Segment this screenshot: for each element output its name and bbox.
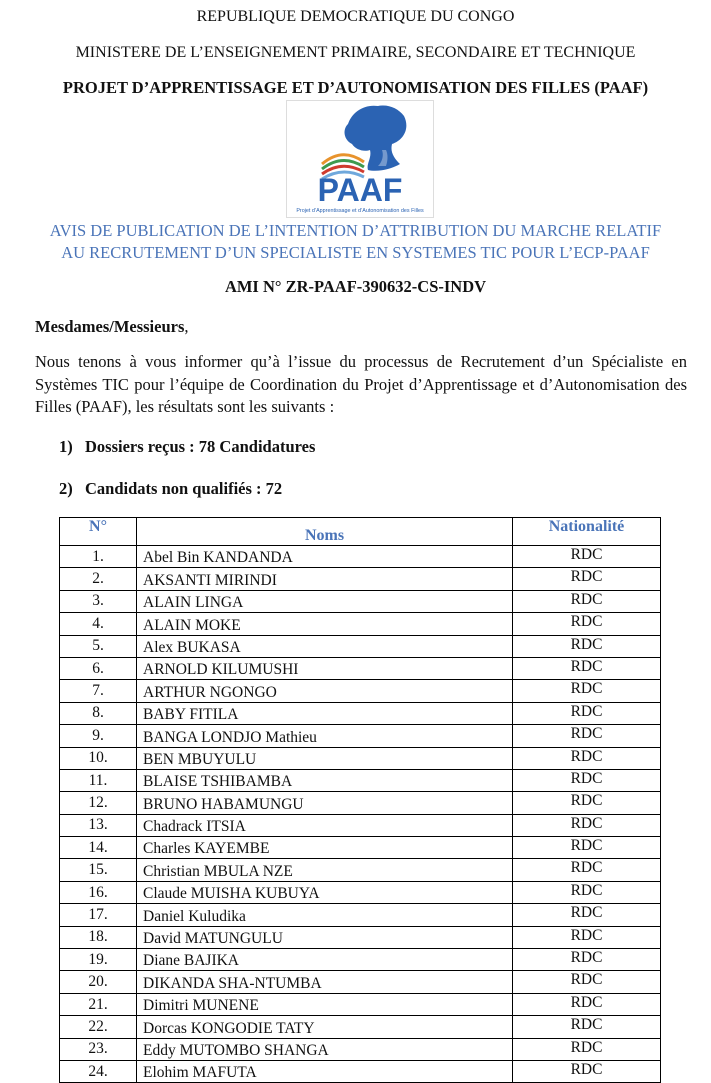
- cell-number: 22.: [60, 1016, 137, 1038]
- header-project: PROJET D’APPRENTISSAGE ET D’AUTONOMISATION DES FILLES (PAAF): [62, 78, 649, 97]
- cell-number: 7.: [60, 680, 137, 702]
- table-row: [60, 635, 661, 657]
- paaf-logo: [286, 100, 434, 218]
- cell-name: Chadrack ITSIA: [137, 814, 513, 836]
- cell-name: BANGA LONDJO Mathieu: [137, 725, 513, 747]
- table-row: [60, 747, 661, 769]
- cell-nationality: RDC: [513, 590, 661, 612]
- notice-title: [0, 220, 711, 264]
- header-republic: REPUBLIQUE DEMOCRATIQUE DU CONGO: [196, 8, 515, 25]
- cell-number: 23.: [60, 1038, 137, 1060]
- cell-name: Dorcas KONGODIE TATY: [137, 1016, 513, 1038]
- cell-number: 9.: [60, 725, 137, 747]
- list-item-number: 1): [59, 437, 73, 456]
- table-row: [60, 859, 661, 881]
- cell-number: 5.: [60, 635, 137, 657]
- cell-name: ARNOLD KILUMUSHI: [137, 657, 513, 679]
- table-row: [60, 926, 661, 948]
- cell-name: Elohim MAFUTA: [137, 1060, 513, 1082]
- table-row: [60, 1038, 661, 1060]
- table-row: [60, 680, 661, 702]
- cell-nationality: RDC: [513, 993, 661, 1015]
- cell-name: ALAIN LINGA: [137, 590, 513, 612]
- body-paragraph: Nous tenons à vous informer qu’à l’issue du processus de Recrutement d’un Spécialiste en Systèmes TIC pour l’équipe de Coordination du Projet d’Apprentissage et d’Autonomisation des Filles (PAAF), les résultats sont les suivants :: [35, 352, 687, 416]
- table-row: [60, 725, 661, 747]
- cell-nationality: RDC: [513, 635, 661, 657]
- cell-number: 15.: [60, 859, 137, 881]
- cell-name: ARTHUR NGONGO: [137, 680, 513, 702]
- cell-name: AKSANTI MIRINDI: [137, 568, 513, 590]
- table-body: [60, 546, 661, 1083]
- cell-name: DIKANDA SHA-NTUMBA: [137, 971, 513, 993]
- cell-name: Diane BAJIKA: [137, 949, 513, 971]
- cell-nationality: RDC: [513, 881, 661, 903]
- cell-nationality: RDC: [513, 971, 661, 993]
- candidates-table: [59, 517, 661, 1083]
- table-row: [60, 568, 661, 590]
- list-item: [59, 437, 315, 457]
- cell-name: BABY FITILA: [137, 702, 513, 724]
- table-row: [60, 837, 661, 859]
- table-row: [60, 792, 661, 814]
- logo-text: PAAF: [317, 172, 403, 208]
- notice-title-line2: AU RECRUTEMENT D’UN SPECIALISTE EN SYSTEMES TIC POUR L’ECP-PAAF: [61, 243, 650, 262]
- table-row: [60, 657, 661, 679]
- cell-number: 12.: [60, 792, 137, 814]
- cell-name: Dimitri MUNENE: [137, 993, 513, 1015]
- cell-nationality: RDC: [513, 837, 661, 859]
- cell-name: Christian MBULA NZE: [137, 859, 513, 881]
- cell-number: 4.: [60, 613, 137, 635]
- cell-name: Charles KAYEMBE: [137, 837, 513, 859]
- table-row: [60, 769, 661, 791]
- cell-nationality: RDC: [513, 568, 661, 590]
- cell-name: Eddy MUTOMBO SHANGA: [137, 1038, 513, 1060]
- table-row: [60, 590, 661, 612]
- cell-number: 10.: [60, 747, 137, 769]
- list-item-number: 2): [59, 479, 73, 498]
- table-row: [60, 904, 661, 926]
- table-row: [60, 814, 661, 836]
- cell-nationality: RDC: [513, 1060, 661, 1082]
- cell-nationality: RDC: [513, 725, 661, 747]
- cell-nationality: RDC: [513, 680, 661, 702]
- cell-name: David MATUNGULU: [137, 926, 513, 948]
- cell-name: Alex BUKASA: [137, 635, 513, 657]
- cell-nationality: RDC: [513, 949, 661, 971]
- cell-number: 1.: [60, 546, 137, 568]
- cell-number: 8.: [60, 702, 137, 724]
- cell-nationality: RDC: [513, 904, 661, 926]
- cell-name: BLAISE TSHIBAMBA: [137, 769, 513, 791]
- cell-nationality: RDC: [513, 814, 661, 836]
- salutation: [35, 317, 189, 337]
- cell-nationality: RDC: [513, 546, 661, 568]
- cell-name: Abel Bin KANDANDA: [137, 546, 513, 568]
- cell-nationality: RDC: [513, 1016, 661, 1038]
- table-row: [60, 1016, 661, 1038]
- column-header-names: Noms: [137, 518, 513, 546]
- list-item: [59, 479, 282, 499]
- cell-number: 20.: [60, 971, 137, 993]
- cell-number: 6.: [60, 657, 137, 679]
- table-header-row: [60, 518, 661, 546]
- ami-reference: AMI N° ZR-PAAF-390632-CS-INDV: [224, 277, 487, 296]
- list-item-text: Candidats non qualifiés : 72: [85, 479, 283, 498]
- salutation-comma: ,: [184, 317, 189, 336]
- column-header-number: N°: [60, 518, 137, 546]
- cell-number: 21.: [60, 993, 137, 1015]
- cell-nationality: RDC: [513, 702, 661, 724]
- header-ministry: MINISTERE DE L’ENSEIGNEMENT PRIMAIRE, SECONDAIRE ET TECHNIQUE: [75, 44, 636, 61]
- cell-nationality: RDC: [513, 1038, 661, 1060]
- cell-number: 18.: [60, 926, 137, 948]
- cell-nationality: RDC: [513, 613, 661, 635]
- cell-name: Claude MUISHA KUBUYA: [137, 881, 513, 903]
- table-row: [60, 1060, 661, 1082]
- cell-number: 16.: [60, 881, 137, 903]
- cell-number: 19.: [60, 949, 137, 971]
- cell-name: BEN MBUYULU: [137, 747, 513, 769]
- cell-nationality: RDC: [513, 747, 661, 769]
- cell-name: Daniel Kuludika: [137, 904, 513, 926]
- cell-nationality: RDC: [513, 926, 661, 948]
- cell-nationality: RDC: [513, 859, 661, 881]
- table-row: [60, 993, 661, 1015]
- cell-number: 11.: [60, 769, 137, 791]
- cell-number: 14.: [60, 837, 137, 859]
- table-row: [60, 613, 661, 635]
- table-row: [60, 971, 661, 993]
- cell-name: ALAIN MOKE: [137, 613, 513, 635]
- salutation-text: Mesdames/Messieurs: [35, 317, 185, 336]
- cell-number: 2.: [60, 568, 137, 590]
- table-row: [60, 949, 661, 971]
- notice-title-line1: AVIS DE PUBLICATION DE L’INTENTION D’ATTRIBUTION DU MARCHE RELATIF: [49, 221, 662, 240]
- table-row: [60, 881, 661, 903]
- cell-number: 17.: [60, 904, 137, 926]
- cell-nationality: RDC: [513, 657, 661, 679]
- cell-number: 3.: [60, 590, 137, 612]
- cell-nationality: RDC: [513, 769, 661, 791]
- cell-name: BRUNO HABAMUNGU: [137, 792, 513, 814]
- list-item-text: Dossiers reçus : 78 Candidatures: [85, 437, 316, 456]
- cell-number: 13.: [60, 814, 137, 836]
- table-row: [60, 546, 661, 568]
- table-row: [60, 702, 661, 724]
- cell-nationality: RDC: [513, 792, 661, 814]
- logo-subtitle: Projet d’Apprentissage et d’Autonomisation des Filles: [296, 208, 424, 214]
- cell-number: 24.: [60, 1060, 137, 1082]
- column-header-nationality: Nationalité: [513, 518, 661, 546]
